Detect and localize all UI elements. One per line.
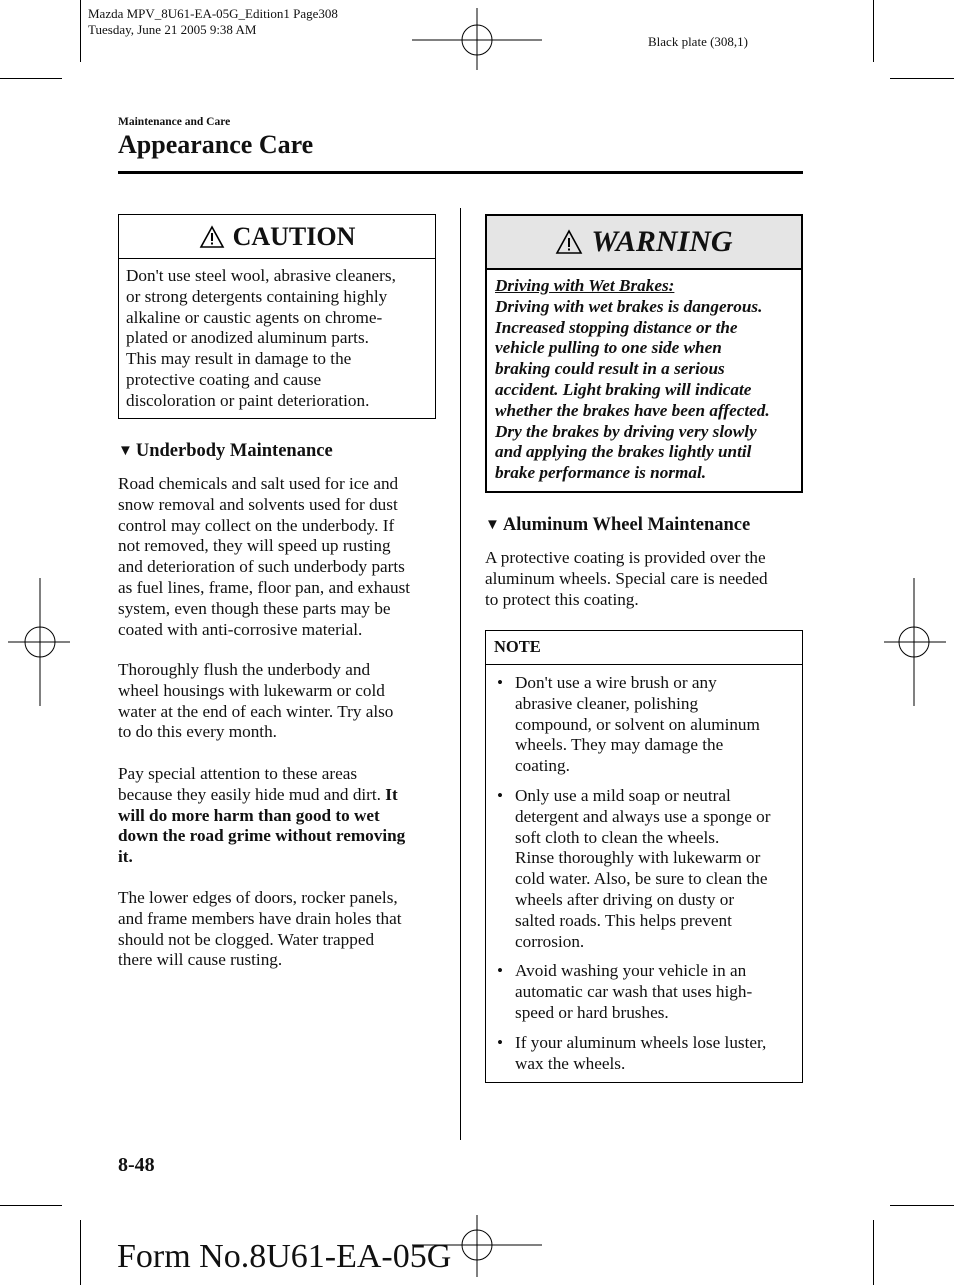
text-line: snow removal and solvents used for dust (118, 494, 398, 514)
caution-line: or strong detergents containing highly (126, 286, 388, 306)
print-meta-line2: Tuesday, June 21 2005 9:38 AM (88, 22, 257, 37)
text-line: detergent and always use a sponge or (515, 806, 771, 826)
crop-mark (80, 0, 81, 62)
aluminum-heading (485, 515, 750, 536)
text-line: wax the wheels. (515, 1053, 626, 1073)
bullet-icon: • (497, 785, 504, 805)
caution-header (119, 215, 435, 259)
caution-text (119, 259, 435, 412)
note-box (485, 630, 803, 1083)
underbody-paragraph-2 (118, 660, 393, 743)
note-list (486, 665, 802, 1074)
triangle-bullet-icon: ▼ (118, 443, 133, 459)
text-line: wheels after driving on dusty or (515, 889, 735, 909)
text-line: to do this every month. (118, 722, 277, 742)
aluminum-paragraph-1 (485, 548, 768, 610)
print-meta-info (88, 6, 338, 38)
text-line: there will cause rusting. (118, 950, 283, 970)
emphasis-text: down the road grime without removing (118, 826, 406, 846)
warning-line: Driving with wet brakes is dangerous. (495, 296, 763, 316)
print-meta-line1: Mazda MPV_8U61-EA-05G_Edition1 Page308 (88, 6, 338, 21)
text-line: cold water. Also, be sure to clean the (515, 869, 768, 889)
warning-line: accident. Light braking will indicate (495, 379, 752, 399)
registration-mark-left (8, 578, 70, 706)
list-item (486, 673, 802, 777)
caution-line: discoloration or paint deterioration. (126, 390, 370, 410)
crop-mark (0, 78, 62, 79)
text-line: abrasive cleaner, polishing (515, 693, 699, 713)
text-line: aluminum wheels. Special care is needed (485, 568, 768, 588)
text-line: corrosion. (515, 931, 585, 951)
list-item (486, 961, 802, 1023)
underbody-paragraph-4 (118, 888, 402, 971)
form-number: Form No.8U61-EA-05G (117, 1238, 452, 1275)
warning-line: Dry the brakes by driving very slowly (495, 421, 757, 441)
section-label: Maintenance and Care (118, 116, 231, 128)
warning-text (487, 270, 801, 484)
warning-line: and applying the brakes lightly until (495, 442, 752, 462)
text-line: salted roads. This helps prevent (515, 910, 732, 930)
note-title: NOTE (486, 631, 802, 665)
text-line: A protective coating is provided over the (485, 548, 766, 567)
warning-triangle-icon (199, 225, 225, 249)
text-line: speed or hard brushes. (515, 1002, 669, 1022)
text-line: control may collect on the underbody. If (118, 515, 395, 535)
registration-mark-right (884, 578, 946, 706)
text-line: wheel housings with lukewarm or cold (118, 680, 385, 700)
warning-triangle-icon (555, 229, 583, 255)
crop-mark (80, 1220, 81, 1285)
warning-header (487, 216, 801, 270)
text-line: not removed, they will speed up rusting (118, 536, 391, 556)
text-line: coated with anti-corrosive material. (118, 619, 363, 639)
text-line: and frame members have drain holes that (118, 908, 402, 928)
crop-mark (0, 1205, 62, 1206)
caution-line: protective coating and cause (126, 369, 322, 389)
text-line: automatic car wash that uses high- (515, 982, 753, 1002)
text-line: soft cloth to clean the wheels. (515, 827, 720, 847)
warning-subtitle: Driving with Wet Brakes: (495, 276, 675, 295)
triangle-bullet-icon: ▼ (485, 517, 500, 533)
warning-line: vehicle pulling to one side when (495, 338, 722, 358)
text-line: should not be clogged. Water trapped (118, 929, 375, 949)
bullet-icon: • (497, 673, 504, 692)
list-item (486, 1033, 802, 1075)
text-line: Don't use a wire brush or any (515, 673, 717, 692)
caution-line: alkaline or caustic agents on chrome- (126, 307, 383, 327)
page-number: 8-48 (118, 1154, 155, 1176)
warning-line: Increased stopping distance or the (495, 317, 738, 337)
text-line: to protect this coating. (485, 589, 639, 609)
text-line: Rinse thoroughly with lukewarm or (515, 848, 761, 868)
caution-line: plated or anodized aluminum parts. (126, 328, 369, 348)
underbody-heading-text: Underbody Maintenance (135, 441, 333, 461)
text-line: as fuel lines, frame, floor pan, and exhaust (118, 577, 411, 597)
text-line: Thoroughly flush the underbody and (118, 660, 371, 679)
aluminum-heading-text: Aluminum Wheel Maintenance (502, 515, 751, 535)
text-line: Only use a mild soap or neutral (515, 785, 731, 805)
text-line: wheels. They may damage the (515, 735, 724, 755)
text-line: system, even though these parts may be (118, 598, 391, 618)
caution-line: This may result in damage to the (126, 349, 352, 369)
emphasis-text: will do more harm than good to wet (118, 805, 380, 825)
warning-title: WARNING (591, 225, 733, 258)
warning-line: whether the brakes have been affected. (495, 400, 770, 420)
text-line: coating. (515, 756, 570, 776)
text-line: Road chemicals and salt used for ice and (118, 474, 399, 493)
text-line: water at the end of each winter. Try also (118, 701, 394, 721)
text-line: Avoid washing your vehicle in an (515, 961, 747, 981)
bullet-icon: • (497, 1032, 504, 1052)
text-line: If your aluminum wheels lose luster, (515, 1032, 767, 1052)
underbody-paragraph-1 (118, 474, 410, 640)
emphasis-text: it. (118, 847, 133, 867)
caution-box (118, 214, 436, 419)
crop-mark (873, 1220, 874, 1285)
warning-line: braking could result in a serious (495, 359, 725, 379)
caution-title: CAUTION (232, 221, 356, 251)
list-item (486, 786, 802, 952)
warning-line: brake performance is normal. (495, 463, 707, 483)
text-line: compound, or solvent on aluminum (515, 714, 760, 734)
crop-mark (890, 78, 954, 79)
underbody-heading (118, 441, 333, 462)
title-rule (118, 171, 803, 174)
caution-line: Don't use steel wool, abrasive cleaners, (126, 266, 396, 285)
text-line: Pay special attention to these areas (118, 764, 358, 783)
print-plate: Black plate (308,1) (648, 34, 748, 49)
underbody-paragraph-3 (118, 764, 405, 868)
text-line: because they easily hide mud and dirt. (118, 784, 386, 804)
bullet-icon: • (497, 961, 504, 981)
crop-mark (890, 1205, 954, 1206)
text-line: and deterioration of such underbody parts (118, 557, 405, 577)
text-line: The lower edges of doors, rocker panels, (118, 888, 398, 907)
page-title: Appearance Care (118, 130, 314, 159)
emphasis-text: It (385, 784, 398, 804)
warning-box (485, 214, 803, 493)
crop-mark (873, 0, 874, 62)
registration-mark-top (412, 8, 542, 70)
column-divider (460, 208, 461, 1140)
